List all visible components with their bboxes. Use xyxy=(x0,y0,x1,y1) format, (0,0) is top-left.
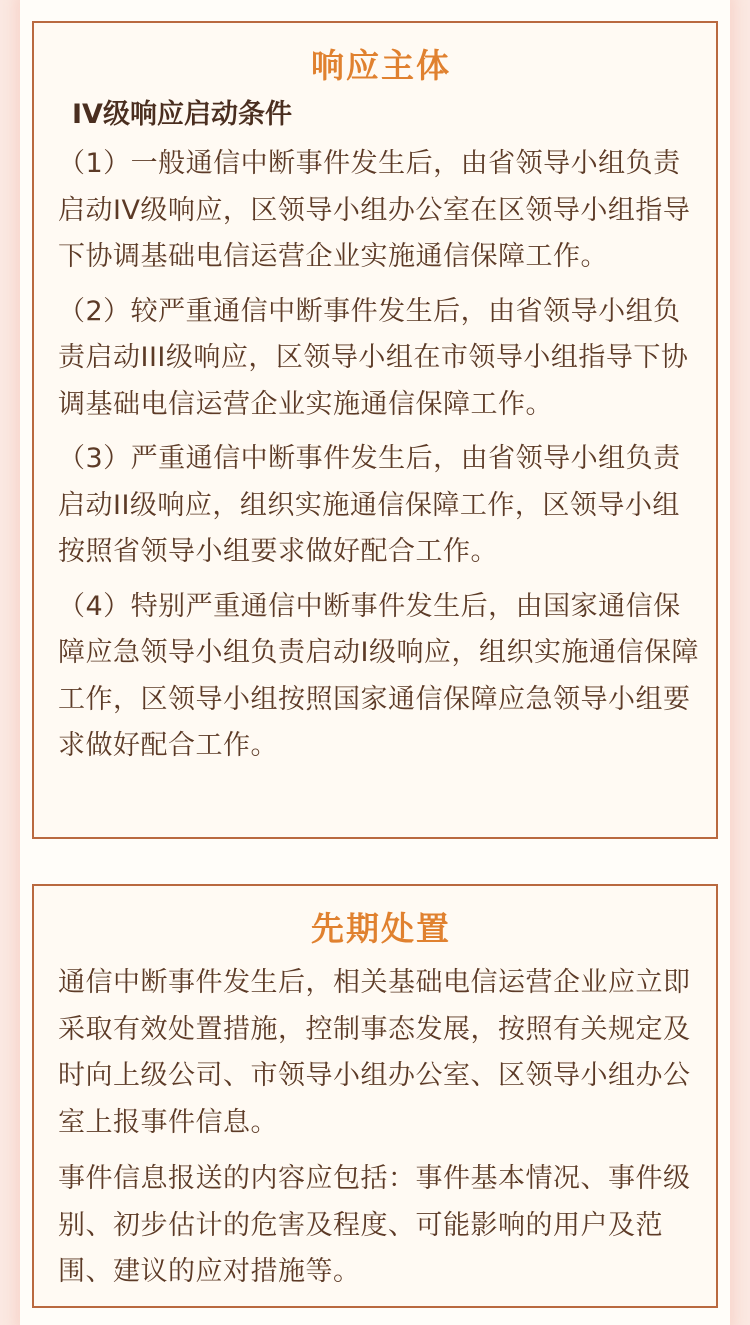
response-paragraph-3: （3）严重通信中断事件发生后，由省领导小组负责启动II级响应，组织实施通信保障工作，区领导小组按照省领导小组要求做好配合工作。 xyxy=(58,443,681,567)
initial-handling-paragraph-1: 通信中断事件发生后，相关基础电信运营企业应立即采取有效处置措施，控制事态发展，按照有关规定及时向上级公司、市领导小组办公室、区领导小组办公室上报事件信息。 xyxy=(58,967,691,1138)
initial-handling-card xyxy=(32,884,718,1308)
response-paragraph-2: （2）较严重通信中断事件发生后，由省领导小组负责启动III级响应，区领导小组在市领导小组指导下协调基础电信运营企业实施通信保障工作。 xyxy=(58,295,689,420)
response-section-card xyxy=(32,21,718,839)
page xyxy=(20,0,730,1325)
response-section-title: 响应主体 xyxy=(311,46,451,85)
initial-handling-paragraph-2: 事件信息报送的内容应包括：事件基本情况、事件级别、初步估计的危害及程度、可能影响的用户及范围、建议的应对措施等。 xyxy=(58,1163,691,1287)
response-paragraph-4: （4）特别严重通信中断事件发生后，由国家通信保障应急领导小组负责启动I级响应，组织实施通信保障工作，区领导小组按照国家通信保障应急领导小组要求做好配合工作。 xyxy=(58,590,699,761)
level-iv-condition-heading: IV级响应启动条件 xyxy=(72,99,292,130)
response-paragraph-1: （1）一般通信中断事件发生后，由省领导小组负责启动IV级响应，区领导小组办公室在区领导小组指导下协调基础电信运营企业实施通信保障工作。 xyxy=(58,148,691,272)
initial-handling-title: 先期处置 xyxy=(311,909,451,948)
